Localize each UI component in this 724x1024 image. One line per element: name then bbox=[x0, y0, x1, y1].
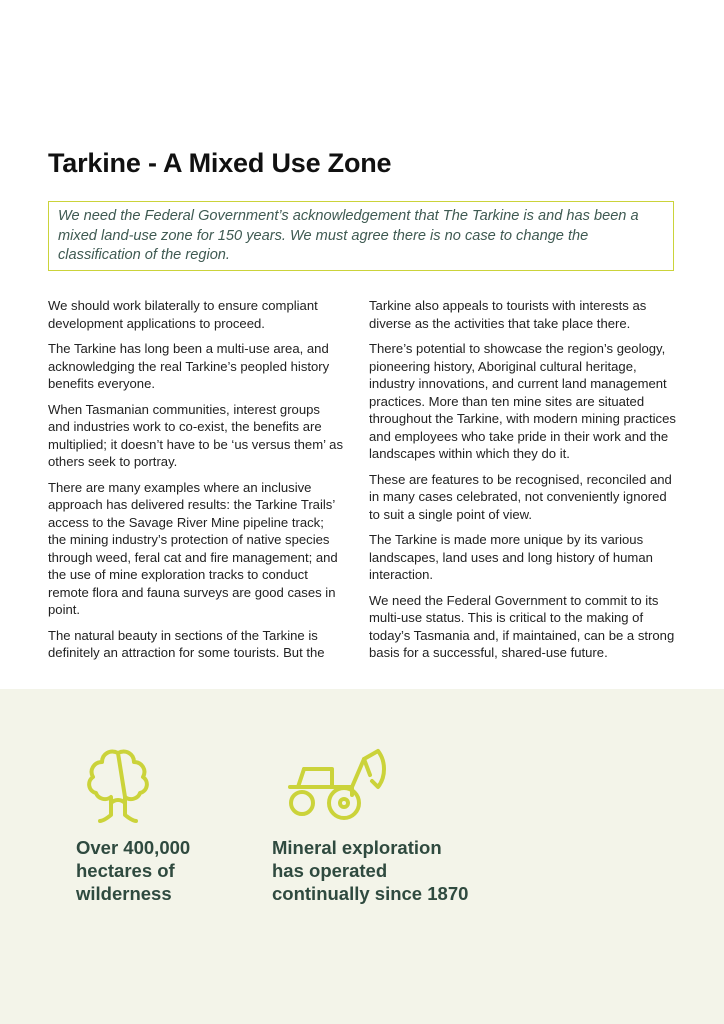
body-paragraph: We should work bilaterally to ensure compliant development applications to proceed. bbox=[48, 298, 318, 331]
excavator-icon bbox=[282, 747, 390, 823]
stat-line: Mineral exploration bbox=[272, 837, 442, 858]
stat-line: wilderness bbox=[76, 883, 172, 904]
tree-icon bbox=[82, 745, 154, 825]
callout-box bbox=[48, 201, 674, 271]
stat-line: hectares of bbox=[76, 860, 175, 881]
stat-wilderness bbox=[76, 836, 190, 905]
stat-mineral-exploration bbox=[272, 836, 468, 905]
body-paragraph: When Tasmanian communities, interest groups and industries work to co-exist, the benefits are multiplied; it doesn’t have to be ‘us versus them’ as others seek to portray. bbox=[48, 401, 343, 469]
body-paragraph: The natural beauty in sections of the Tarkine is definitely an attraction for some tourists. But the bbox=[48, 627, 325, 660]
stat-line: Over 400,000 bbox=[76, 837, 191, 858]
stat-line: has operated bbox=[272, 860, 388, 881]
stat-line: continually since 1870 bbox=[272, 883, 469, 904]
body-paragraph: These are features to be recognised, reconciled and in many cases celebrated, not conveniently ignored to suit a single point of view. bbox=[369, 471, 672, 522]
body-paragraph: Tarkine also appeals to tourists with interests as diverse as the activities that take place there. bbox=[369, 298, 647, 331]
callout-quote: We need the Federal Government’s acknowledgement that The Tarkine is and has been a mixed land-use zone for 150 years. We must agree there is no case to change the classification of the region. bbox=[58, 208, 639, 263]
page-title: Tarkine - A Mixed Use Zone bbox=[48, 148, 392, 178]
body-paragraph: There’s potential to showcase the region’s geology, pioneering history, Aboriginal cultural heritage, industry innovations, and current land management practices. More than ten mine sites are situated throughout the Tarkine, with modern mining practices and employees who take pride in their work and the landscapes within which they do it. bbox=[369, 341, 676, 461]
left-column bbox=[48, 297, 344, 670]
body-paragraph: There are many examples where an inclusive approach has delivered results: the Tarkine Trails’ access to the Savage River Mine pipeline track; the mining industry’s protection of native species through weed, feral cat and fire management; and the use of mine exploration tracks to conduct remote flora and fauna surveys are good cases in point. bbox=[48, 479, 338, 617]
body-paragraph: The Tarkine is made more unique by its various landscapes, land uses and long history of human interaction. bbox=[369, 532, 653, 582]
body-paragraph: We need the Federal Government to commit to its multi-use status. This is critical to the making of today’s Tasmania and, if maintained, can be a strong basis for a successful, shared-use future. bbox=[369, 592, 675, 660]
body-paragraph: The Tarkine has long been a multi-use area, and acknowledging the real Tarkine’s peopled history benefits everyone. bbox=[48, 341, 330, 391]
right-column bbox=[369, 297, 679, 670]
